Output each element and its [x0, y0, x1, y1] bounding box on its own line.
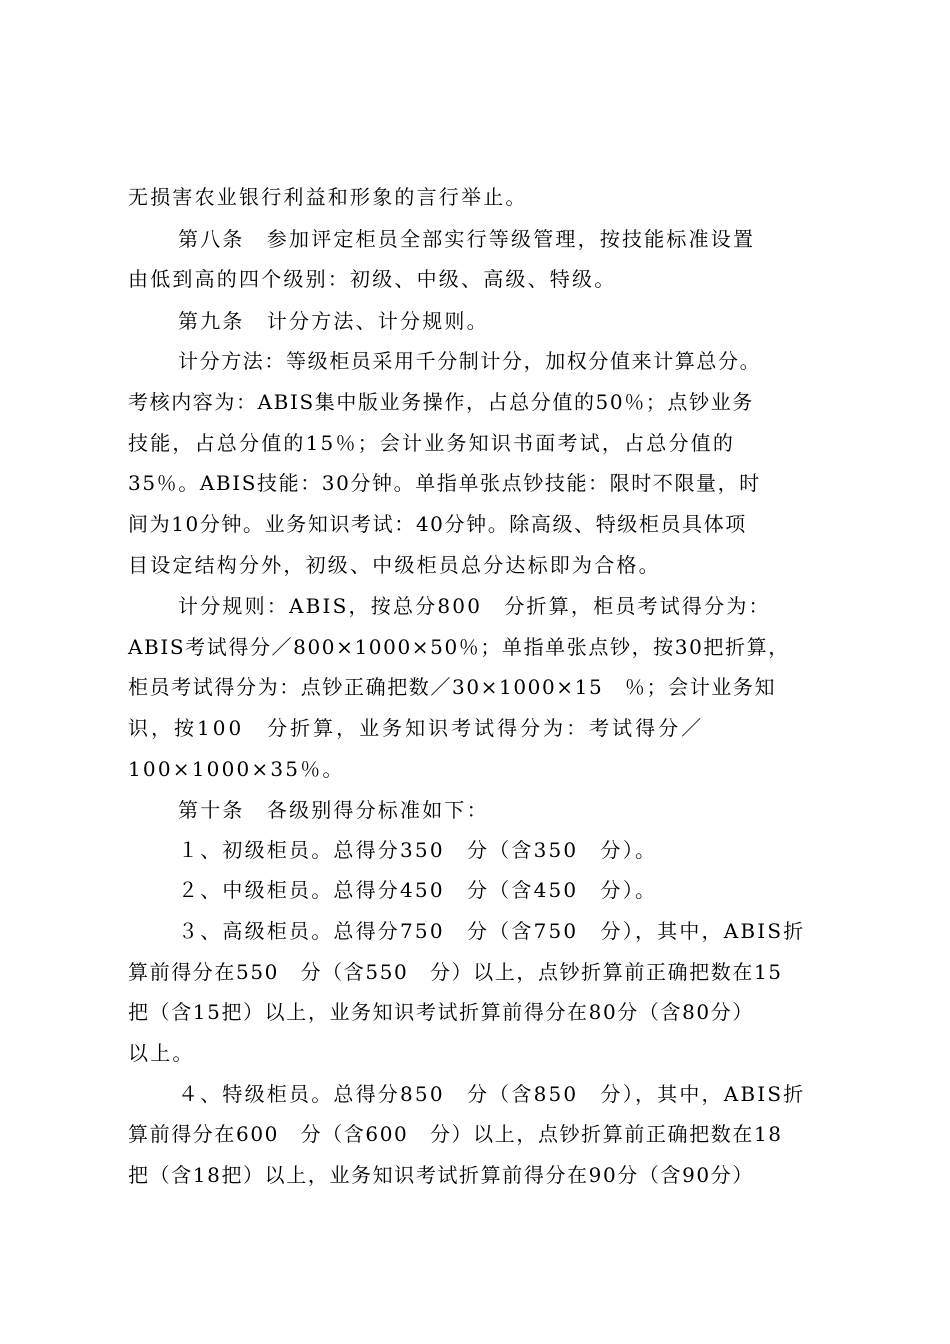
paragraph-line: ４、特级柜员。总得分850 分（含850 分），其中，ABIS折	[178, 1082, 806, 1106]
paragraph-line: 35％。ABIS技能：30分钟。单指单张点钞技能：限时不限量，时	[128, 471, 761, 495]
paragraph-line: 无损害农业银行利益和形象的言行举止。	[128, 185, 528, 209]
paragraph-line: 技能，占总分值的15％；会计业务知识书面考试，占总分值的	[128, 431, 736, 455]
paragraph-line: 识，按100 分折算，业务知识考试得分为：考试得分／	[128, 716, 705, 740]
paragraph-line: １、初级柜员。总得分350 分（含350 分）。	[178, 838, 658, 862]
paragraph-line: 计分方法：等级柜员采用千分制计分，加权分值来计算总分。	[178, 349, 762, 373]
paragraph-line: 目设定结构分外，初级、中级柜员总分达标即为合格。	[128, 553, 661, 577]
paragraph-line: 计分规则：ABIS，按总分800 分折算，柜员考试得分为：	[178, 594, 771, 618]
paragraph-line: 第八条 参加评定柜员全部实行等级管理，按技能标准设置	[178, 227, 756, 251]
paragraph-line: ３、高级柜员。总得分750 分（含750 分），其中，ABIS折	[178, 919, 806, 943]
paragraph-line: 把（含18把）以上，业务知识考试折算前得分在90分（含90分）	[128, 1163, 754, 1187]
paragraph-line: 以上。	[128, 1041, 195, 1065]
paragraph-line: 算前得分在600 分（含600 分）以上，点钞折算前正确把数在18	[128, 1122, 783, 1146]
paragraph-line: 把（含15把）以上，业务知识考试折算前得分在80分（含80分）	[128, 1000, 754, 1024]
paragraph-line: 柜员考试得分为：点钞正确把数／30×1000×15 ％；会计业务知	[128, 675, 777, 699]
paragraph-line: 100×1000×35％。	[128, 757, 345, 781]
paragraph-line: 间为10分钟。业务知识考试：40分钟。除高级、特级柜员具体项	[128, 512, 747, 536]
paragraph-line: 由低到高的四个级别：初级、中级、高级、特级。	[128, 267, 617, 291]
paragraph-line: 考核内容为：ABIS集中版业务操作，占总分值的50％；点钞业务	[128, 390, 754, 414]
paragraph-line: ２、中级柜员。总得分450 分（含450 分）。	[178, 878, 658, 902]
paragraph-line: 算前得分在550 分（含550 分）以上，点钞折算前正确把数在15	[128, 960, 783, 984]
paragraph-line: 第十条 各级别得分标准如下：	[178, 798, 489, 822]
paragraph-line: ABIS考试得分／800×1000×50％；单指单张点钞，按30把折算，	[128, 635, 790, 659]
paragraph-line: 第九条 计分方法、计分规则。	[178, 309, 489, 333]
